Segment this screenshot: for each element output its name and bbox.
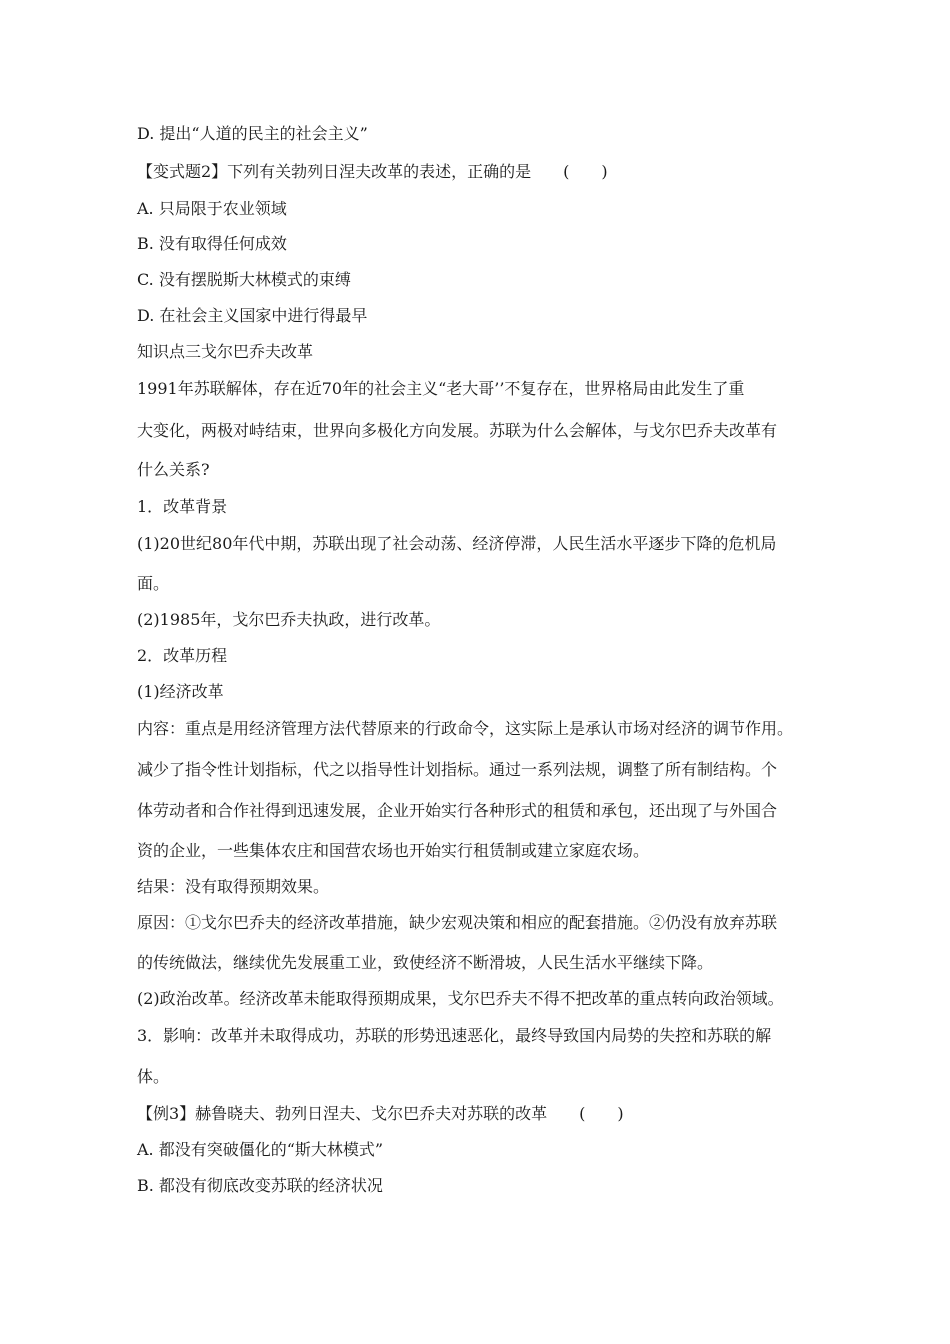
section-heading-gorbachev: 知识点三戈尔巴乔夫改革: [137, 342, 314, 361]
background-point-1-line-2: 面。: [137, 574, 170, 593]
intro-paragraph-line-2: 大变化，两极对峙结束，世界向多极化方向发展。苏联为什么会解体，与戈尔巴乔夫改革有: [137, 421, 778, 440]
subheading-economic-reform: (1)经济改革: [137, 682, 224, 701]
impact-line-2: 体。: [137, 1067, 170, 1086]
political-reform: (2)政治改革。经济改革未能取得预期成果，戈尔巴乔夫不得不把改革的重点转向政治领域。: [137, 989, 784, 1008]
heading-reform-background: 1．改革背景: [137, 497, 228, 516]
economic-reason-line-2: 的传统做法，继续优先发展重工业，致使经济不断滑坡，人民生活水平继续下降。: [137, 953, 714, 972]
option-b-no-results: B. 没有取得任何成效: [137, 234, 287, 253]
example-3-option-a: A. 都没有突破僵化的“斯大林模式”: [137, 1140, 384, 1159]
variant-question-2-stem: 【变式题2】下列有关勃列日涅夫改革的表述，正确的是 ( ): [137, 162, 608, 181]
impact-line-1: 3．影响：改革并未取得成功，苏联的形势迅速恶化，最终导致国内局势的失控和苏联的解: [137, 1026, 772, 1045]
heading-reform-process: 2．改革历程: [137, 646, 228, 665]
economic-content-line-4: 资的企业，一些集体农庄和国营农场也开始实行租赁制或建立家庭农场。: [137, 841, 650, 860]
economic-result: 结果：没有取得预期效果。: [137, 877, 330, 896]
intro-paragraph-line-1: 1991年苏联解体，存在近70年的社会主义“老大哥’’不复存在，世界格局由此发生了重: [137, 379, 745, 398]
option-a-agriculture-only: A. 只局限于农业领域: [137, 199, 287, 218]
option-d-earliest: D. 在社会主义国家中进行得最早: [137, 306, 368, 325]
economic-reason-line-1: 原因：①戈尔巴乔夫的经济改革措施，缺少宏观决策和相应的配套措施。②仍没有放弃苏联: [137, 913, 778, 932]
economic-content-line-1: 内容：重点是用经济管理方法代替原来的行政命令，这实际上是承认市场对经济的调节作用。: [137, 719, 794, 738]
economic-content-line-3: 体劳动者和合作社得到迅速发展，企业开始实行各种形式的租赁和承包，还出现了与外国合: [137, 801, 778, 820]
background-point-2: (2)1985年，戈尔巴乔夫执政，进行改革。: [137, 610, 441, 629]
economic-content-line-2: 减少了指令性计划指标，代之以指导性计划指标。通过一系列法规，调整了所有制结构。个: [137, 760, 778, 779]
background-point-1-line-1: (1)20世纪80年代中期，苏联出现了社会动荡、经济停滞，人民生活水平逐步下降的危机局: [137, 534, 777, 553]
example-3-stem: 【例3】赫鲁晓夫、勃列日涅夫、戈尔巴乔夫对苏联的改革 ( ): [137, 1104, 624, 1123]
intro-paragraph-line-3: 什么关系?: [137, 460, 210, 479]
option-c-stalin-model: C. 没有摆脱斯大林模式的束缚: [137, 270, 351, 289]
option-d-humane-socialism: D. 提出“人道的民主的社会主义”: [137, 124, 368, 143]
example-3-option-b: B. 都没有彻底改变苏联的经济状况: [137, 1176, 383, 1195]
